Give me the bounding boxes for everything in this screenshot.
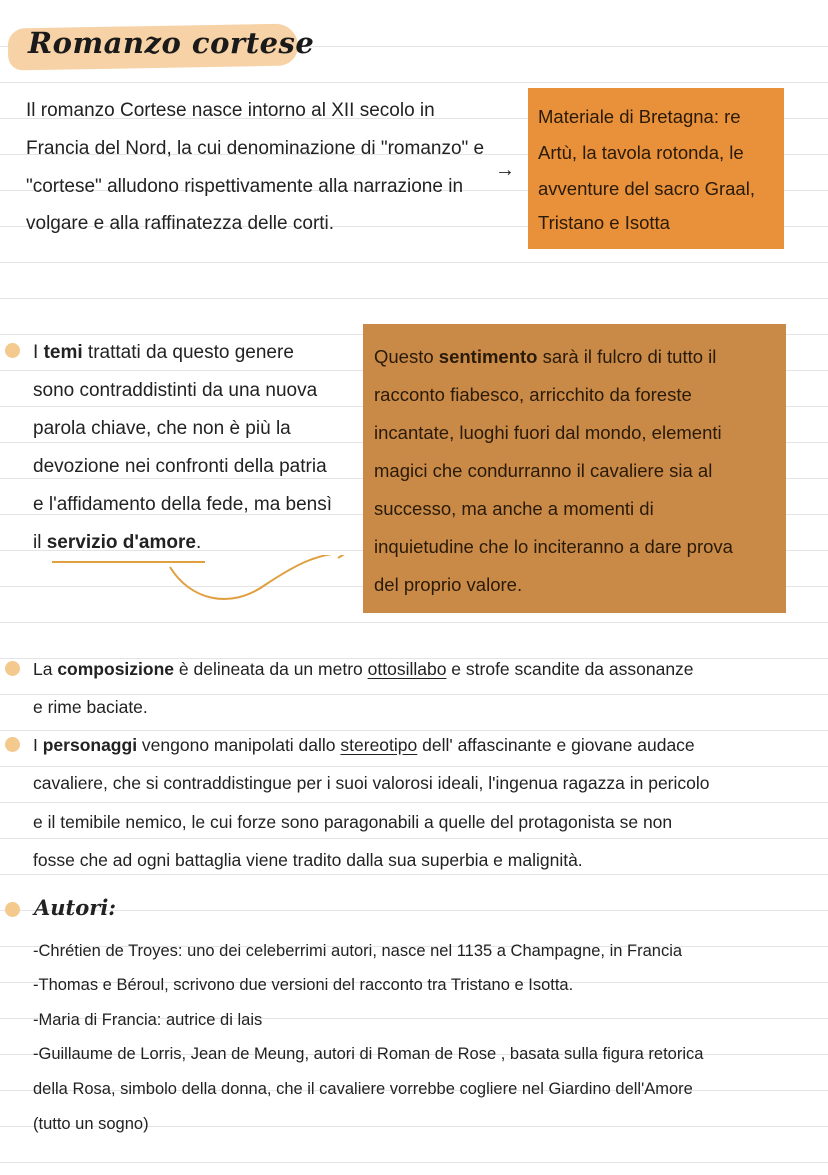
sentimento-line: incantate, luoghi fuori dal mondo, elementi xyxy=(374,422,722,443)
autori-line: della Rosa, simbolo della donna, che il cavaliere vorrebbe cogliere nel Giardino dell'Amore xyxy=(33,1080,693,1098)
bullet-dot xyxy=(5,343,20,358)
keyword-composizione: composizione xyxy=(57,659,175,679)
bretagna-line: avventure del sacro Graal, xyxy=(538,178,755,199)
temi-line: I temi trattati da questo genere xyxy=(33,342,294,363)
personaggi-line: e il temibile nemico, le cui forze sono paragonabili a quelle del protagonista se non xyxy=(33,812,673,832)
personaggi-line: fosse che ad ogni battaglia viene tradito dalla sua superbia e malignità. xyxy=(33,850,583,870)
autori-line: -Thomas e Béroul, scrivono due versioni del racconto tra Tristano e Isotta. xyxy=(33,976,574,994)
autori-line: -Maria di Francia: autrice di lais xyxy=(33,1011,263,1029)
sentimento-line: racconto fiabesco, arricchito da foreste xyxy=(374,384,692,405)
curved-arrow-icon xyxy=(40,555,360,610)
page-title: Romanzo cortese xyxy=(28,26,315,60)
temi-line: il servizio d'amore. xyxy=(33,532,202,553)
intro-line: "cortese" alludono rispettivamente alla narrazione in xyxy=(26,176,464,197)
keyword-temi: temi xyxy=(43,342,83,363)
sentimento-line: inquietudine che lo inciteranno a dare prova xyxy=(374,536,733,557)
bretagna-box xyxy=(528,88,784,249)
sentimento-line: magici che condurranno il cavaliere sia al xyxy=(374,460,713,481)
right-arrow-icon: → xyxy=(495,159,515,181)
bullet-dot xyxy=(5,661,20,676)
keyword-sentimento: sentimento xyxy=(438,346,538,367)
intro-line: Francia del Nord, la cui denominazione di "romanzo" e xyxy=(26,138,485,159)
underlined-ottosillabo: ottosillabo xyxy=(367,659,447,679)
sentimento-line: del proprio valore. xyxy=(374,574,523,595)
underlined-stereotipo: stereotipo xyxy=(340,735,418,755)
bretagna-line: Materiale di Bretagna: re xyxy=(538,106,741,127)
autori-heading: Autori: xyxy=(34,895,117,920)
sentimento-box xyxy=(363,324,786,613)
bullet-dot xyxy=(5,902,20,917)
personaggi-line: cavaliere, che si contraddistingue per i suoi valorosi ideali, l'ingenua ragazza in pericolo xyxy=(33,773,710,793)
composizione-line: La composizione è delineata da un metro ottosillabo e strofe scandite da assonanze xyxy=(33,659,694,679)
autori-line: -Chrétien de Troyes: uno dei celeberrimi autori, nasce nel 1135 a Champagne, in Francia xyxy=(33,942,683,960)
temi-line: sono contraddistinti da una nuova xyxy=(33,380,318,401)
bullet-dot xyxy=(5,737,20,752)
intro-line: volgare e alla raffinatezza delle corti. xyxy=(26,213,335,234)
autori-line: -Guillaume de Lorris, Jean de Meung, autori di Roman de Rose , basata sulla figura retorica xyxy=(33,1045,704,1063)
sentimento-line: Questo sentimento sarà il fulcro di tutto il xyxy=(374,346,717,367)
sentimento-line: successo, ma anche a momenti di xyxy=(374,498,654,519)
temi-line: e l'affidamento della fede, ma bensì xyxy=(33,494,333,515)
keyword-servizio-damore: servizio d'amore xyxy=(46,532,196,553)
composizione-line: e rime baciate. xyxy=(33,697,148,717)
autori-line: (tutto un sogno) xyxy=(33,1115,149,1133)
bretagna-line: Artù, la tavola rotonda, le xyxy=(538,142,744,163)
intro-line: Il romanzo Cortese nasce intorno al XII secolo in xyxy=(26,100,435,121)
temi-line: parola chiave, che non è più la xyxy=(33,418,291,439)
bretagna-line: Tristano e Isotta xyxy=(538,212,670,233)
personaggi-line: I personaggi vengono manipolati dallo stereotipo dell' affascinante e giovane audace xyxy=(33,735,695,755)
temi-line: devozione nei confronti della patria xyxy=(33,456,327,477)
keyword-personaggi: personaggi xyxy=(42,735,138,755)
